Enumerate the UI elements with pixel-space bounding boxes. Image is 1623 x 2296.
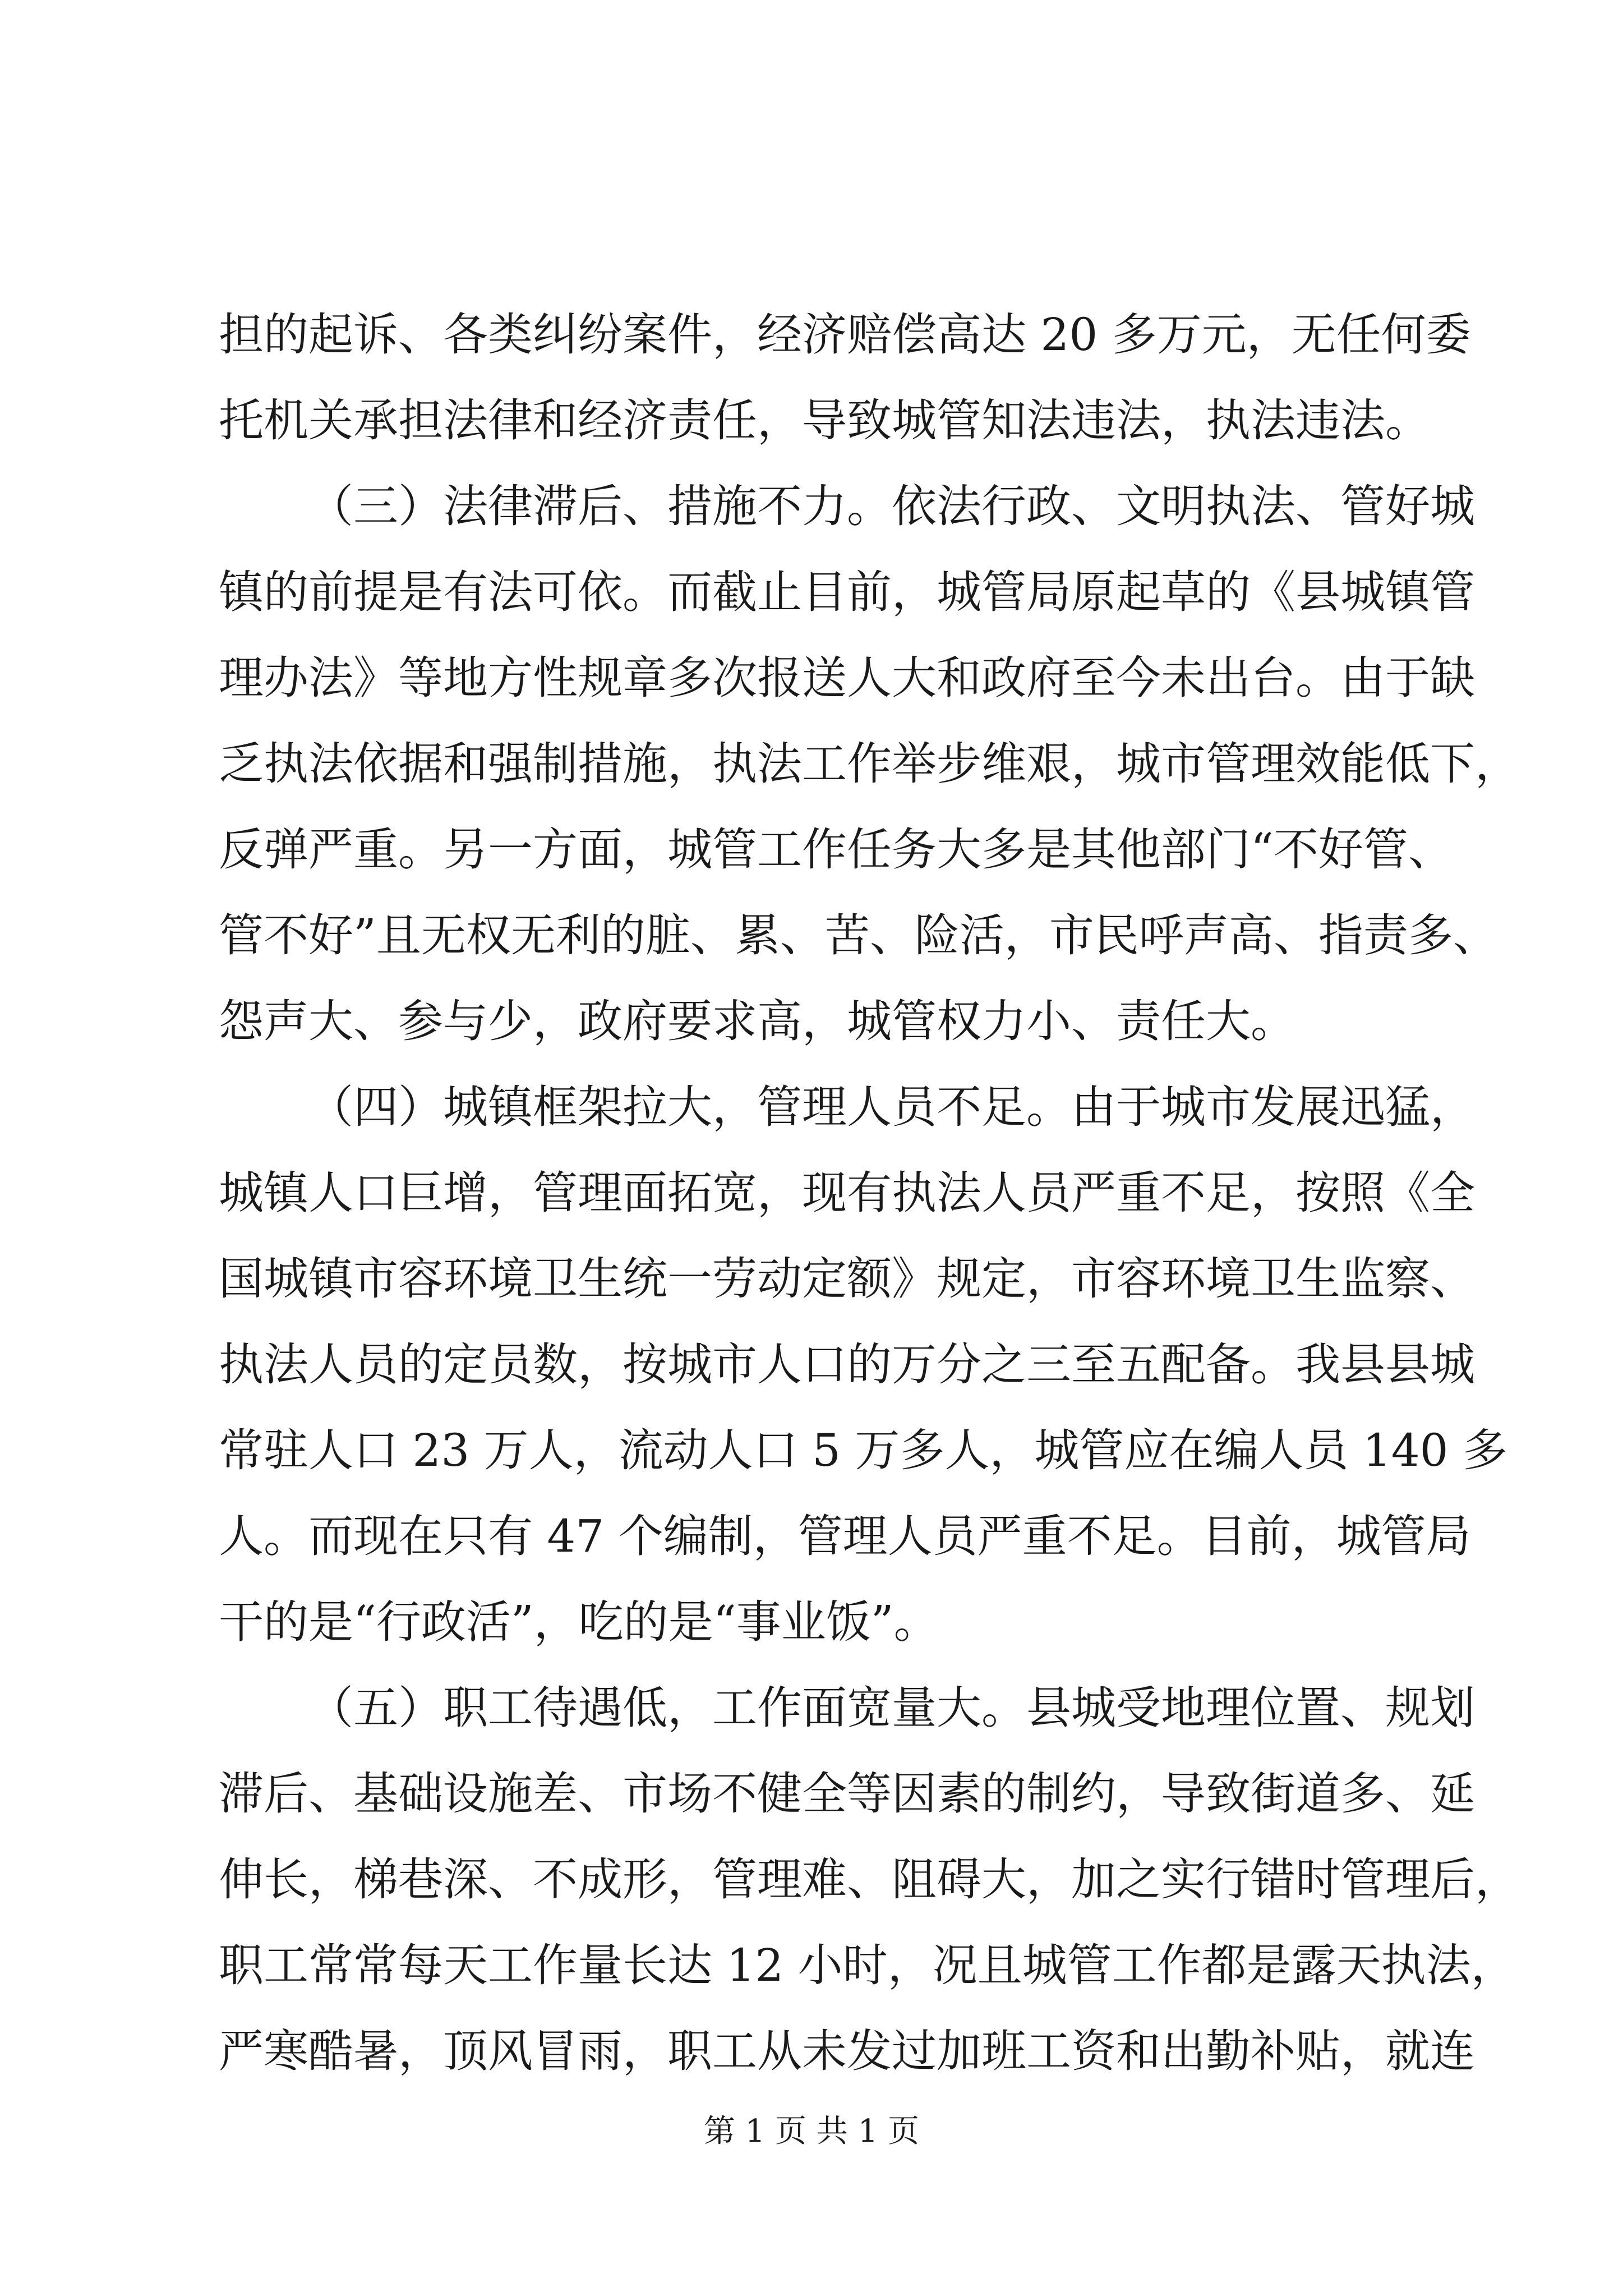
text-line: 常驻人口 23 万人，流动人口 5 万多人，城管应在编人员 140 多 — [219, 1424, 1507, 1476]
text-line: 托机关承担法律和经济责任，导致城管知法违法，执法违法。 — [219, 394, 1430, 447]
text-line: 理办法》等地方性规章多次报送人大和政府至今未出台。由于缺 — [219, 652, 1475, 704]
text-line: 伸长，梯巷深、不成形，管理难、阻碍大，加之实行错时管理后， — [219, 1853, 1520, 1906]
text-line: 担的起诉、各类纠纷案件，经济赔偿高达 20 多万元，无任何委 — [219, 309, 1471, 361]
text-line: 人。而现在只有 47 个编制，管理人员严重不足。目前，城管局 — [219, 1510, 1471, 1562]
document-body — [219, 292, 1520, 2094]
text-line: 严寒酷暑，顶风冒雨，职工从未发过加班工资和出勤补贴，就连 — [219, 2025, 1475, 2077]
text-line: 国城镇市容环境卫生统一劳动定额》规定，市容环境卫生监察、 — [219, 1253, 1475, 1305]
text-line: 镇的前提是有法可依。而截止目前，城管局原起草的《县城镇管 — [219, 566, 1475, 618]
text-line: 乏执法依据和强制措施，执法工作举步维艰，城市管理效能低下， — [219, 738, 1520, 790]
paragraph-first-line: （四）城镇框架拉大，管理人员不足。由于城市发展迅猛， — [308, 1081, 1475, 1133]
text-line: 职工常常每天工作量长达 12 小时，况且城管工作都是露天执法， — [219, 1939, 1516, 1991]
text-line: 管不好”且无权无利的脏、累、苦、险活，市民呼声高、指责多、 — [219, 909, 1498, 961]
paragraph-first-line: （五）职工待遇低，工作面宽量大。县城受地理位置、规划 — [308, 1682, 1475, 1734]
text-line: 反弹严重。另一方面，城管工作任务大多是其他部门“不好管、 — [219, 823, 1453, 876]
text-line: 干的是“行政活”，吃的是“事业饭”。 — [219, 1596, 939, 1648]
text-line: 城镇人口巨增，管理面拓宽，现有执法人员严重不足，按照《全 — [219, 1167, 1475, 1219]
text-line: 滞后、基础设施差、市场不健全等因素的制约，导致街道多、延 — [219, 1768, 1475, 1820]
text-line: 执法人员的定员数，按城市人口的万分之三至五配备。我县县城 — [219, 1338, 1475, 1391]
paragraph-first-line: （三）法律滞后、措施不力。依法行政、文明执法、管好城 — [308, 480, 1475, 532]
text-line: 怨声大、参与少，政府要求高，城管权力小、责任大。 — [219, 995, 1295, 1047]
page-number-footer: 第 1 页 共 1 页 — [703, 2113, 920, 2150]
